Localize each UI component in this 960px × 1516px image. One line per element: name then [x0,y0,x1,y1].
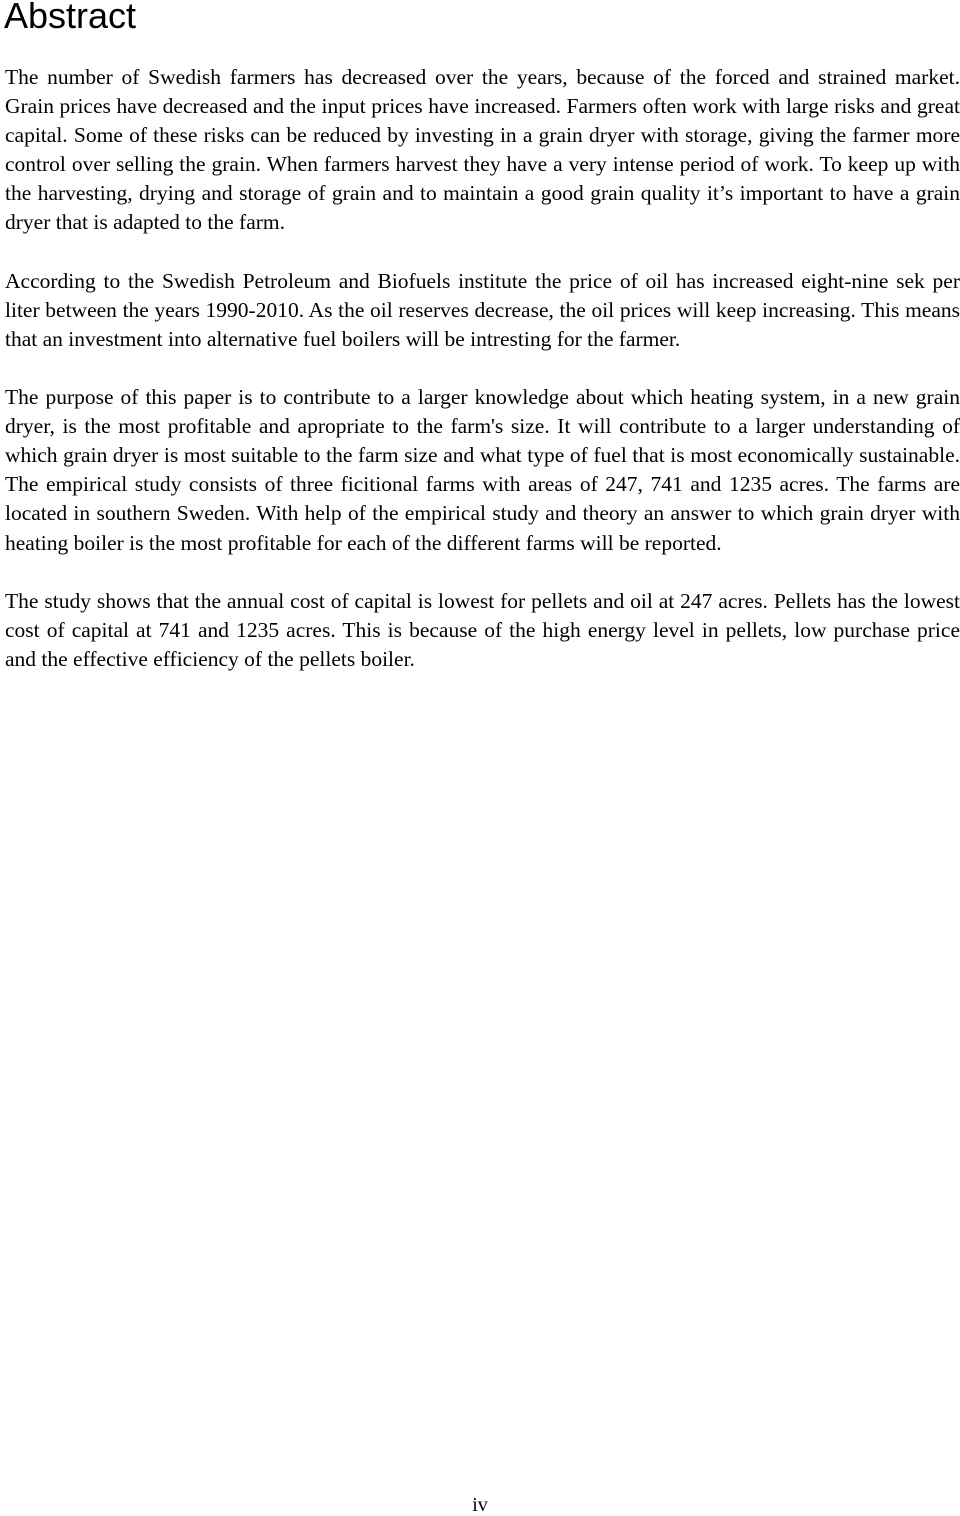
paragraph: The purpose of this paper is to contribute to a larger knowledge about which heating system, in a new grain dryer, is the most profitable and apropriate to the farm's size. It will contribute to a larger understanding of which grain dryer is most suitable to the farm size and what type of fuel that is most economically sustainable. The empirical study consists of three ficitional farms with areas of 247, 741 and 1235 acres. The farms are located in southern Sweden. With help of the empirical study and theory an answer to which grain dryer with heating boiler is the most profitable for each of the different farms will be reported. [5,385,960,555]
page-title: Abstract [4,0,137,36]
paragraph: The study shows that the annual cost of capital is lowest for pellets and oil at 247 acres. Pellets has the lowest cost of capital at 741 and 1235 acres. This is because of the high energy level in pellets, low purchase price and the effective efficiency of the pellets boiler. [5,588,960,671]
paragraph: According to the Swedish Petroleum and Biofuels institute the price of oil has increased eight-nine sek per liter between the years 1990-2010. As the oil reserves decrease, the oil prices will keep increasing. This means that an investment into alternative fuel boilers will be intresting for the farmer. [5,268,960,351]
page-number: iv [472,1494,488,1516]
paragraph: The number of Swedish farmers has decreased over the years, because of the forced and strained market. Grain prices have decreased and the input prices have increased. Farmers often work with large risks and great capital. Some of these risks can be reduced by investing in a grain dryer with storage, giving the farmer more control over selling the grain. When farmers harvest they have a very intense period of work. To keep up with the harvesting, drying and storage of grain and to maintain a good grain quality it’s important to have a grain dryer that is adapted to the farm. [5,65,960,235]
abstract-body [5,63,960,674]
